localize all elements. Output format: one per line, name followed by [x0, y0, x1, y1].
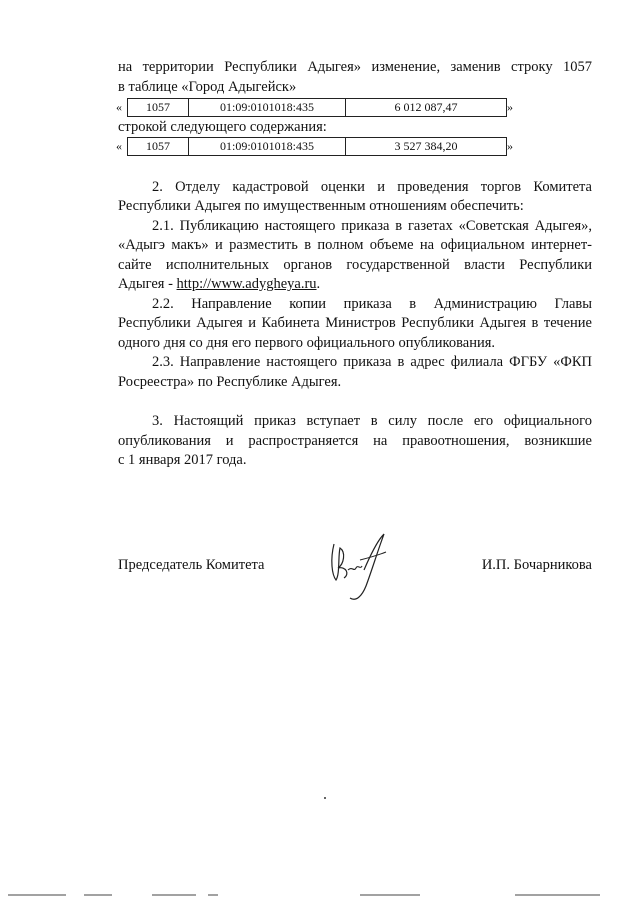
signatory-position: Председатель Комитета — [118, 557, 265, 573]
p21-line-4 — [118, 275, 592, 294]
p21-line-1: 2.1. Публикацию настоящего приказа в газетах «Советская Адыгея», — [152, 218, 592, 234]
quote-close: » — [507, 139, 513, 153]
scan-edge-lines — [0, 893, 640, 899]
table-cell-value: 6 012 087,47 — [394, 100, 458, 114]
table-row-old — [116, 98, 516, 116]
handwritten-signature — [326, 530, 396, 605]
p21-line-4-prefix: Адыгея - — [118, 276, 177, 292]
section3-line-2: опубликования и распространяется на правоотношения, возникшие — [118, 433, 592, 449]
section3-line-1: 3. Настоящий приказ вступает в силу после его официального — [152, 413, 592, 429]
intro-between: строкой следующего содержания: — [118, 119, 327, 135]
table-cell-value: 3 527 384,20 — [394, 139, 458, 153]
p23-line-2: Росреестра» по Республике Адыгея. — [118, 374, 342, 390]
intro-line-1: на территории Республики Адыгея» изменение, заменив строку 1057 — [118, 59, 592, 75]
section2-line-2: Республики Адыгея по имущественным отношениям обеспечить: — [118, 198, 524, 214]
section3-line-3: с 1 января 2017 года. — [118, 452, 247, 468]
table-cells — [127, 98, 507, 117]
p22-line-2: Республики Адыгея и Кабинета Министров Республики Адыгея в течение — [118, 315, 592, 331]
p22-line-3: одного дня со дня его первого официального опубликования. — [118, 335, 496, 351]
table-row-new — [116, 137, 516, 155]
table-cell-number: 1057 — [128, 99, 189, 116]
p23-line-1: 2.3. Направление настоящего приказа в адрес филиала ФГБУ «ФКП — [152, 354, 592, 370]
intro-line-2: в таблице «Город Адыгейск» — [118, 79, 297, 95]
table-cell-cadastral: 01:09:0101018:435 — [189, 138, 346, 155]
p21-line-3: сайте исполнительных органов государственной власти Республики — [118, 257, 592, 273]
table-cell-number: 1057 — [128, 138, 189, 155]
quote-open: « — [116, 139, 122, 153]
signatory-name: И.П. Бочарникова — [481, 557, 592, 573]
quote-open: « — [116, 100, 122, 114]
website-link[interactable]: http://www.adygheya.ru — [176, 276, 317, 292]
scan-speck — [324, 797, 326, 799]
quote-close: » — [507, 100, 513, 114]
table-cell-cadastral: 01:09:0101018:435 — [189, 99, 346, 116]
table-cells — [127, 137, 507, 156]
section2-line-1: 2. Отделу кадастровой оценки и проведения торгов Комитета — [152, 179, 592, 195]
p21-line-4-suffix: . — [316, 276, 321, 292]
p21-line-2: «Адыгэ макъ» и разместить в полном объеме на официальном интернет- — [118, 237, 592, 253]
p22-line-1: 2.2. Направление копии приказа в Администрацию Главы — [152, 296, 592, 312]
